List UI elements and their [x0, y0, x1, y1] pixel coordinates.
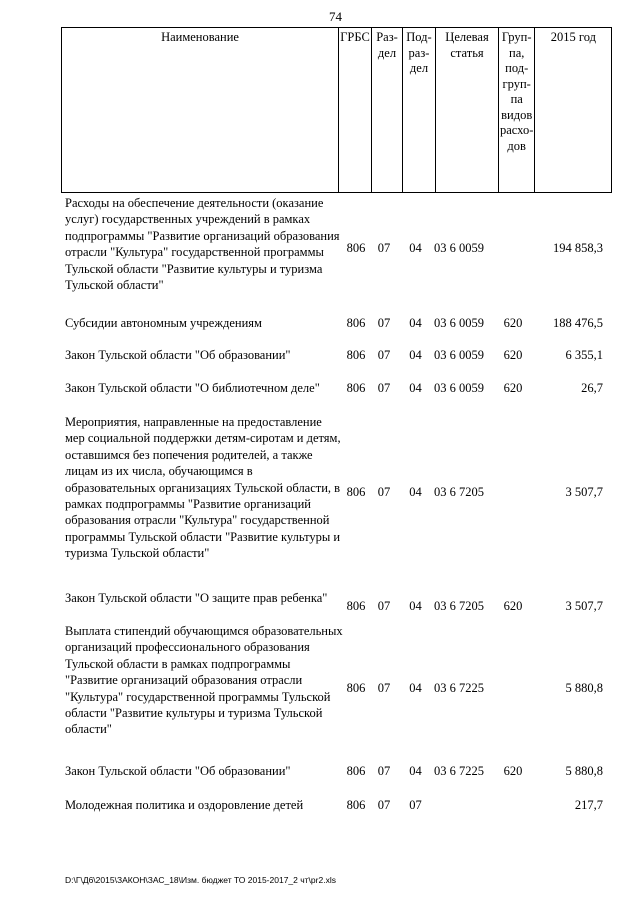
row-podrazdel: 04	[409, 764, 422, 778]
row-sum: 26,7	[581, 381, 603, 395]
header-grbs: ГРБС	[339, 28, 372, 193]
header-podrazdel: Под- раз- дел	[403, 28, 436, 193]
table-row	[61, 590, 609, 623]
header-expense-group: Груп- па, под- груп- па видов расхо- дов	[499, 28, 535, 193]
row-grbs: 806	[346, 485, 366, 499]
row-sum: 5 880,8	[565, 764, 603, 778]
row-expense-group: 620	[503, 764, 523, 778]
row-sum: 188 476,5	[553, 316, 603, 330]
row-grbs: 806	[346, 381, 366, 395]
row-grbs: 806	[346, 316, 366, 330]
row-razdel: 07	[377, 764, 391, 778]
row-podrazdel: 07	[409, 798, 422, 812]
table-row	[61, 195, 609, 315]
row-sum: 6 355,1	[565, 348, 603, 362]
row-name: Субсидии автономным учреждениям	[65, 316, 262, 330]
row-expense-group: 620	[503, 316, 523, 330]
row-name: Закон Тульской области "О защите прав ребенка"	[65, 591, 328, 605]
row-razdel: 07	[377, 599, 391, 613]
table-row	[61, 315, 609, 347]
row-target-article: 03 6 7205	[434, 599, 484, 613]
header-target-article: Целевая статья	[436, 28, 499, 193]
row-razdel: 07	[377, 348, 391, 362]
row-grbs: 806	[346, 348, 366, 362]
row-grbs: 806	[346, 241, 366, 255]
row-expense-group: 620	[503, 381, 523, 395]
row-target-article: 03 6 0059	[434, 241, 484, 255]
table-row	[61, 797, 609, 827]
row-target-article: 03 6 0059	[434, 348, 484, 362]
header-razdel: Раз- дел	[372, 28, 403, 193]
row-grbs: 806	[346, 764, 366, 778]
row-name: Выплата стипендий обучающимся образовательных организаций профессионального образования Тульской области в рамках подпрограммы "Развитие организаций образования отрасли "Культура" государственной программы Тульской области "Развитие культуры и туризма Тульской области"	[65, 624, 343, 737]
row-podrazdel: 04	[409, 681, 422, 695]
table-row	[61, 763, 609, 797]
row-sum: 5 880,8	[565, 681, 603, 695]
table-header	[61, 27, 612, 193]
header-year-2015: 2015 год	[535, 28, 612, 193]
row-sum: 3 507,7	[565, 485, 603, 499]
row-name: Закон Тульской области "Об образовании"	[65, 764, 291, 778]
row-target-article: 03 6 7225	[434, 681, 484, 695]
row-razdel: 07	[377, 381, 391, 395]
row-podrazdel: 04	[409, 316, 422, 330]
row-target-article: 03 6 0059	[434, 316, 484, 330]
row-podrazdel: 04	[409, 599, 422, 613]
row-razdel: 07	[377, 485, 391, 499]
table-body	[61, 195, 609, 827]
table-row	[61, 623, 609, 763]
table-row	[61, 380, 609, 414]
row-podrazdel: 04	[409, 485, 422, 499]
row-grbs: 806	[346, 599, 366, 613]
row-target-article: 03 6 7225	[434, 764, 484, 778]
row-name: Мероприятия, направленные на предоставление мер социальной поддержки детям-сиротам и детям, оставшимся без попечения родителей, а также лицам из их числа, обучающимся в образовательных организациях Тульской области, в рамках подпрограммы "Развитие организаций образования отрасли "Культура" государственной программы Тульской области "Развитие культуры и туризма Тульской области"	[65, 415, 341, 561]
row-target-article: 03 6 7205	[434, 485, 484, 499]
row-name: Расходы на обеспечение деятельности (оказание услуг) государственных учреждений в рамках подпрограммы "Развитие организаций образования отрасли "Культура" государственной программы Тульской области "Развитие культуры и туризма Тульской области"	[65, 196, 340, 293]
row-razdel: 07	[377, 798, 391, 812]
file-path-footer: D:\Г\Д6\2015\ЗАКОН\ЗАС_18\Изм. бюджет ТО 2015-2017_2 чт\pr2.xls	[65, 875, 336, 885]
row-sum: 217,7	[574, 798, 603, 812]
page-number: 74	[329, 9, 342, 24]
row-expense-group: 620	[503, 599, 523, 613]
row-podrazdel: 04	[409, 241, 422, 255]
row-expense-group: 620	[503, 348, 523, 362]
row-sum: 3 507,7	[565, 599, 603, 613]
row-grbs: 806	[346, 681, 366, 695]
table-row	[61, 347, 609, 380]
row-grbs: 806	[346, 798, 366, 812]
row-podrazdel: 04	[409, 381, 422, 395]
header-name: Наименование	[62, 28, 339, 193]
row-razdel: 07	[377, 241, 391, 255]
row-target-article: 03 6 0059	[434, 381, 484, 395]
row-razdel: 07	[377, 681, 391, 695]
row-podrazdel: 04	[409, 348, 422, 362]
table-row	[61, 414, 609, 590]
row-name: Закон Тульской области "О библиотечном деле"	[65, 381, 320, 395]
row-sum: 194 858,3	[553, 241, 603, 255]
row-razdel: 07	[377, 316, 391, 330]
row-name: Молодежная политика и оздоровление детей	[65, 798, 304, 812]
row-name: Закон Тульской области "Об образовании"	[65, 348, 291, 362]
